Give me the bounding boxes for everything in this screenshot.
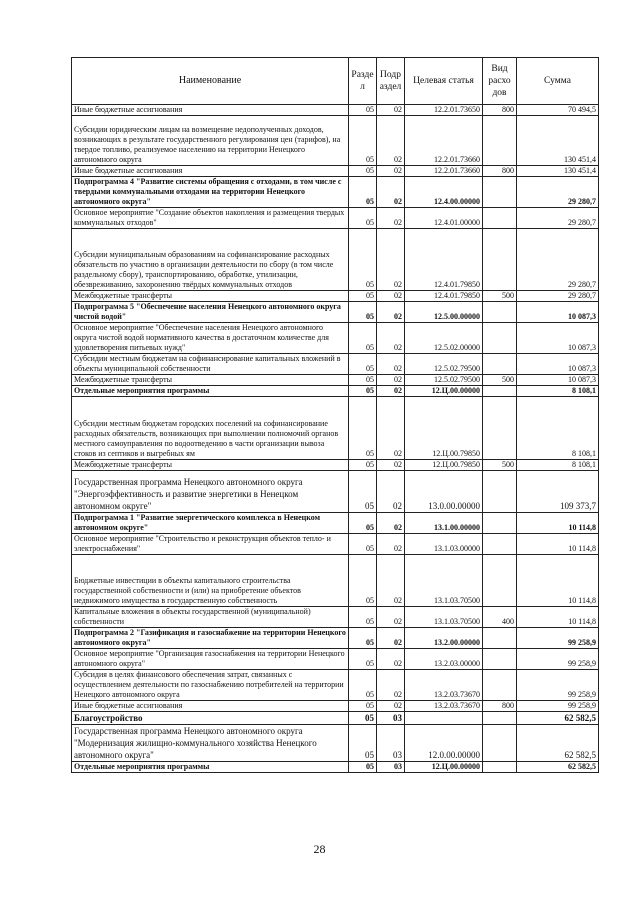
cell-amount: 99 258,9 [517, 670, 599, 701]
cell-name: Государственная программа Ненецкого автономного округа "Модернизация жилищно-коммунального хозяйства Ненецкого автономного округа" [72, 725, 349, 762]
table-row [72, 725, 599, 762]
cell-expense-type [483, 649, 517, 670]
cell-article: 13.1.00.00000 [405, 513, 483, 534]
cell-amount: 99 258,9 [517, 628, 599, 649]
cell-section: 05 [349, 460, 377, 471]
table-row [72, 291, 599, 302]
cell-subsection: 02 [377, 471, 405, 513]
cell-amount: 10 087,3 [517, 354, 599, 375]
cell-amount: 10 114,8 [517, 607, 599, 628]
cell-expense-type: 800 [483, 105, 517, 116]
table-row [72, 460, 599, 471]
cell-expense-type: 800 [483, 701, 517, 712]
cell-section: 05 [349, 712, 377, 725]
cell-article: 13.2.00.00000 [405, 628, 483, 649]
cell-expense-type [483, 670, 517, 701]
cell-amount: 10 087,3 [517, 375, 599, 386]
cell-section: 05 [349, 354, 377, 375]
cell-name: Субсидии местным бюджетам городских поселений на софинансирование расходных обязательств, возникающих при выполнении полномочий органов местного самоуправления по водоотведению в части организации вывоза стоков из септиков и выгребных ям [72, 397, 349, 460]
cell-subsection: 02 [377, 105, 405, 116]
cell-name: Субсидии местным бюджетам на софинансирование капитальных вложений в объекты муниципальной собственности [72, 354, 349, 375]
cell-expense-type: 500 [483, 291, 517, 302]
cell-expense-type [483, 354, 517, 375]
table-row [72, 166, 599, 177]
cell-subsection: 02 [377, 460, 405, 471]
cell-subsection: 03 [377, 712, 405, 725]
cell-amount: 8 108,1 [517, 397, 599, 460]
cell-expense-type: 500 [483, 460, 517, 471]
cell-name: Основное мероприятие "Строительство и реконструкция объектов тепло- и электроснабжения" [72, 534, 349, 555]
cell-name: Бюджетные инвестиции в объекты капитального строительства государственной собственности и (или) на приобретение объектов недвижимого имущества в государственную собственность [72, 555, 349, 607]
cell-section: 05 [349, 208, 377, 229]
cell-expense-type [483, 513, 517, 534]
cell-amount: 10 114,8 [517, 513, 599, 534]
cell-article: 13.2.03.73670 [405, 701, 483, 712]
cell-expense-type [483, 229, 517, 291]
cell-article: 12.Ц.00.79850 [405, 397, 483, 460]
cell-subsection: 02 [377, 513, 405, 534]
cell-section: 05 [349, 762, 377, 773]
cell-name: Субсидии муниципальным образованиям на софинансирование расходных обязательств по участию в организации деятельности по сбору (в том числе раздельному сбору), транспортированию, обработке, утилизации, обезвреживанию, захоронению твёрдых коммунальных отходов [72, 229, 349, 291]
cell-amount: 70 494,5 [517, 105, 599, 116]
header-subsection: Подр аздел [377, 58, 405, 105]
cell-name: Иные бюджетные ассигнования [72, 105, 349, 116]
cell-name: Межбюджетные трансферты [72, 291, 349, 302]
cell-subsection: 02 [377, 354, 405, 375]
cell-expense-type [483, 323, 517, 354]
cell-section: 05 [349, 513, 377, 534]
table-header-row [72, 58, 599, 105]
cell-subsection: 02 [377, 701, 405, 712]
cell-section: 05 [349, 397, 377, 460]
cell-article: 12.4.01.79850 [405, 229, 483, 291]
cell-name: Межбюджетные трансферты [72, 460, 349, 471]
cell-subsection: 02 [377, 670, 405, 701]
cell-subsection: 02 [377, 375, 405, 386]
cell-amount: 10 087,3 [517, 302, 599, 323]
cell-expense-type [483, 555, 517, 607]
cell-amount: 8 108,1 [517, 386, 599, 397]
header-article: Целевая статья [405, 58, 483, 105]
table-row [72, 302, 599, 323]
cell-name: Основное мероприятие "Организация газоснабжения на территории Ненецкого автономного округа" [72, 649, 349, 670]
cell-amount: 29 280,7 [517, 229, 599, 291]
cell-expense-type: 500 [483, 375, 517, 386]
cell-section: 05 [349, 471, 377, 513]
cell-expense-type [483, 471, 517, 513]
table-row [72, 607, 599, 628]
cell-subsection: 02 [377, 229, 405, 291]
cell-amount: 29 280,7 [517, 177, 599, 208]
cell-amount: 109 373,7 [517, 471, 599, 513]
table-row [72, 177, 599, 208]
cell-section: 05 [349, 534, 377, 555]
cell-article: 12.Ц.00.79850 [405, 460, 483, 471]
table-row [72, 208, 599, 229]
cell-article: 12.4.01.79850 [405, 291, 483, 302]
cell-section: 05 [349, 555, 377, 607]
cell-expense-type [483, 628, 517, 649]
cell-article: 12.2.01.73650 [405, 105, 483, 116]
cell-article: 13.2.03.73670 [405, 670, 483, 701]
cell-amount: 10 114,8 [517, 534, 599, 555]
cell-expense-type [483, 177, 517, 208]
cell-section: 05 [349, 177, 377, 208]
table-row [72, 105, 599, 116]
cell-subsection: 02 [377, 166, 405, 177]
cell-expense-type [483, 725, 517, 762]
cell-article: 12.5.02.79500 [405, 375, 483, 386]
cell-article [405, 712, 483, 725]
cell-subsection: 02 [377, 177, 405, 208]
table-row [72, 628, 599, 649]
cell-name: Отдельные мероприятия программы [72, 386, 349, 397]
cell-section: 05 [349, 105, 377, 116]
table-row [72, 375, 599, 386]
cell-subsection: 02 [377, 302, 405, 323]
cell-name: Подпрограмма 2 "Газификация и газоснабжение на территории Ненецкого автономного округа" [72, 628, 349, 649]
cell-article: 13.0.00.00000 [405, 471, 483, 513]
table-row [72, 712, 599, 725]
cell-amount: 8 108,1 [517, 460, 599, 471]
cell-name: Подпрограмма 4 "Развитие системы обращения с отходами, в том числе с твердыми коммунальными отходами на территории Ненецкого автономного округа" [72, 177, 349, 208]
cell-section: 05 [349, 116, 377, 166]
cell-expense-type [483, 116, 517, 166]
cell-article: 12.4.01.00000 [405, 208, 483, 229]
cell-amount: 99 258,9 [517, 701, 599, 712]
cell-article: 12.Ц.00.00000 [405, 386, 483, 397]
table-row [72, 116, 599, 166]
table-row [72, 513, 599, 534]
cell-name: Субсидии юридическим лицам на возмещение недополученных доходов, возникающих в результате государственного регулирования цен (тарифов), на твердое топливо, реализуемое населению на территории Ненецкого автономного округа [72, 116, 349, 166]
table-row [72, 762, 599, 773]
cell-amount: 99 258,9 [517, 649, 599, 670]
cell-subsection: 02 [377, 323, 405, 354]
cell-section: 05 [349, 166, 377, 177]
cell-subsection: 02 [377, 386, 405, 397]
cell-section: 05 [349, 375, 377, 386]
cell-section: 05 [349, 670, 377, 701]
cell-section: 05 [349, 386, 377, 397]
table-row [72, 229, 599, 291]
cell-amount: 62 582,5 [517, 762, 599, 773]
cell-subsection: 02 [377, 534, 405, 555]
cell-amount: 130 451,4 [517, 116, 599, 166]
table-row [72, 649, 599, 670]
table-row [72, 354, 599, 375]
cell-expense-type [483, 397, 517, 460]
cell-subsection: 02 [377, 628, 405, 649]
header-section: Разде л [349, 58, 377, 105]
cell-subsection: 02 [377, 291, 405, 302]
table-row [72, 397, 599, 460]
cell-amount: 10 087,3 [517, 323, 599, 354]
cell-article: 12.0.00.00000 [405, 725, 483, 762]
cell-amount: 29 280,7 [517, 208, 599, 229]
cell-subsection: 02 [377, 208, 405, 229]
cell-name: Иные бюджетные ассигнования [72, 166, 349, 177]
cell-amount: 62 582,5 [517, 725, 599, 762]
header-name: Наименование [72, 58, 349, 105]
cell-section: 05 [349, 649, 377, 670]
cell-name: Подпрограмма 1 "Развитие энергетического комплекса в Ненецком автономном округе" [72, 513, 349, 534]
cell-name: Межбюджетные трансферты [72, 375, 349, 386]
cell-expense-type [483, 534, 517, 555]
table-row [72, 670, 599, 701]
cell-subsection: 02 [377, 397, 405, 460]
table-row [72, 386, 599, 397]
cell-section: 05 [349, 229, 377, 291]
cell-section: 05 [349, 323, 377, 354]
cell-subsection: 03 [377, 762, 405, 773]
cell-article: 12.5.02.00000 [405, 323, 483, 354]
cell-name: Основное мероприятие "Создание объектов накопления и размещения твердых коммунальных отходов" [72, 208, 349, 229]
cell-subsection: 02 [377, 607, 405, 628]
cell-section: 05 [349, 607, 377, 628]
cell-subsection: 02 [377, 116, 405, 166]
table-row [72, 323, 599, 354]
cell-amount: 10 114,8 [517, 555, 599, 607]
cell-name: Субсидия в целях финансового обеспечения затрат, связанных с осуществлением деятельности по газоснабжению потребителей на территории Ненецкого автономного округа [72, 670, 349, 701]
budget-table [71, 57, 599, 773]
cell-article: 12.Ц.00.00000 [405, 762, 483, 773]
cell-section: 05 [349, 628, 377, 649]
cell-subsection: 03 [377, 725, 405, 762]
cell-name: Государственная программа Ненецкого автономного округа "Энергоэффективность и развитие энергетики в Ненецком автономном округе" [72, 471, 349, 513]
cell-amount: 29 280,7 [517, 291, 599, 302]
table-row [72, 534, 599, 555]
cell-subsection: 02 [377, 555, 405, 607]
cell-amount: 130 451,4 [517, 166, 599, 177]
table-body [72, 105, 599, 773]
cell-subsection: 02 [377, 649, 405, 670]
cell-article: 13.1.03.70500 [405, 555, 483, 607]
cell-section: 05 [349, 291, 377, 302]
cell-section: 05 [349, 725, 377, 762]
cell-article: 13.2.03.00000 [405, 649, 483, 670]
cell-expense-type [483, 208, 517, 229]
header-amount: Сумма [517, 58, 599, 105]
cell-name: Иные бюджетные ассигнования [72, 701, 349, 712]
table-row [72, 555, 599, 607]
cell-article: 12.2.01.73660 [405, 116, 483, 166]
page-number: 28 [313, 842, 326, 856]
cell-article: 12.4.00.00000 [405, 177, 483, 208]
cell-name: Основное мероприятие "Обеспечение населения Ненецкого автономного округа чистой водой нормативного качества в достаточном количестве для удовлетворения питьевых нужд" [72, 323, 349, 354]
cell-expense-type [483, 386, 517, 397]
cell-expense-type [483, 712, 517, 725]
cell-amount: 62 582,5 [517, 712, 599, 725]
cell-article: 12.5.00.00000 [405, 302, 483, 323]
cell-expense-type: 800 [483, 166, 517, 177]
cell-name: Подпрограмма 5 "Обеспечение населения Ненецкого автономного округа чистой водой" [72, 302, 349, 323]
cell-article: 13.1.03.00000 [405, 534, 483, 555]
cell-expense-type: 400 [483, 607, 517, 628]
header-expense-type: Вид расхо дов [483, 58, 517, 105]
cell-section: 05 [349, 302, 377, 323]
cell-expense-type [483, 762, 517, 773]
cell-article: 13.1.03.70500 [405, 607, 483, 628]
cell-name: Капитальные вложения в объекты государственной (муниципальной) собственности [72, 607, 349, 628]
table-row [72, 471, 599, 513]
cell-expense-type [483, 302, 517, 323]
cell-section: 05 [349, 701, 377, 712]
cell-name: Благоустройство [72, 712, 349, 725]
cell-article: 12.5.02.79500 [405, 354, 483, 375]
cell-article: 12.2.01.73660 [405, 166, 483, 177]
table-row [72, 701, 599, 712]
cell-name: Отдельные мероприятия программы [72, 762, 349, 773]
